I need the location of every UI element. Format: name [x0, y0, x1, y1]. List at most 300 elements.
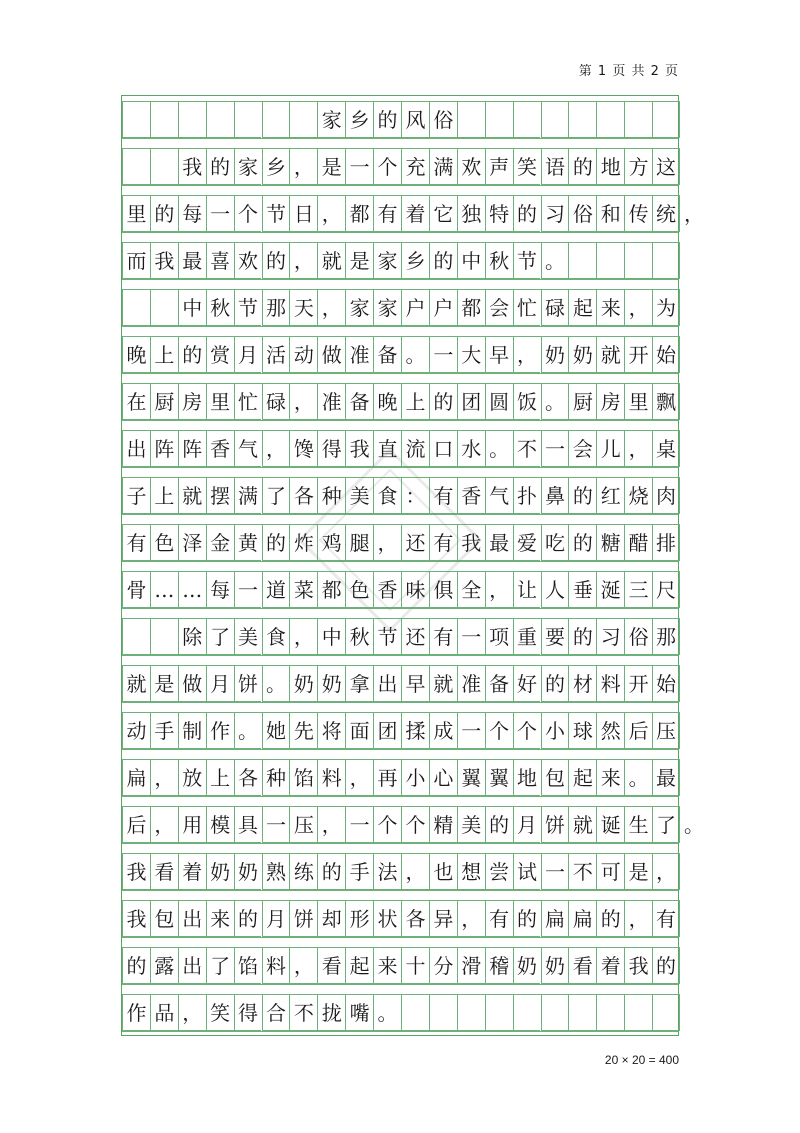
grid-cell: 都 — [317, 571, 345, 608]
grid-cell: ， — [485, 571, 513, 608]
grid-cell: 就 — [596, 336, 624, 373]
grid-cell: 食 — [373, 477, 401, 514]
grid-cell: 滑 — [457, 947, 485, 984]
grid-cell: ， — [373, 524, 401, 561]
grid-cell: 月 — [513, 806, 541, 843]
grid-cell: 诞 — [596, 806, 624, 843]
grid-cell: 会 — [485, 289, 513, 326]
grid-cell — [513, 101, 541, 138]
grid-cell: 了 — [206, 618, 234, 655]
grid-cell — [289, 101, 317, 138]
grid-cell: 馅 — [234, 947, 262, 984]
grid-cell: 流 — [401, 430, 429, 467]
overflow-punctuation — [680, 242, 708, 279]
overflow-punctuation: 。 — [683, 812, 704, 837]
grid-cell: 黄 — [234, 524, 262, 561]
grid-cell: 不 — [568, 853, 596, 890]
grid-cell — [652, 242, 680, 279]
grid-cell: 的 — [373, 101, 401, 138]
grid-cell: 稽 — [485, 947, 513, 984]
grid-cell — [457, 994, 485, 1031]
grid-cell: 赏 — [206, 336, 234, 373]
grid-cell — [429, 994, 457, 1031]
grid-cell: 异 — [429, 900, 457, 937]
grid-cell: 有 — [429, 477, 457, 514]
grid-cell: 个 — [373, 806, 401, 843]
grid-cell — [485, 994, 513, 1031]
grid-cell: 最 — [485, 524, 513, 561]
grid-cell: 各 — [289, 477, 317, 514]
grid-cell: 嘴 — [345, 994, 373, 1031]
page-indicator: 第 1 页 共 2 页 — [578, 64, 679, 79]
grid-cell: ， — [624, 430, 652, 467]
grid-cell: ， — [345, 759, 373, 796]
grid-cell: 奶 — [234, 853, 262, 890]
grid-cell: 美 — [234, 618, 262, 655]
grid-cell: 重 — [513, 618, 541, 655]
grid-cell: 地 — [596, 148, 624, 185]
grid-cell: 三 — [624, 571, 652, 608]
grid-cell: 儿 — [596, 430, 624, 467]
grid-cell: 揉 — [401, 712, 429, 749]
grid-cell: 摆 — [206, 477, 234, 514]
grid-cell: 欢 — [457, 148, 485, 185]
grid-cell: 而 — [122, 242, 150, 279]
grid-cell — [541, 101, 569, 138]
grid-cell: 糖 — [596, 524, 624, 561]
grid-cell: 作 — [122, 994, 150, 1031]
grid-cell: 乡 — [262, 148, 290, 185]
grid-cell: 各 — [401, 900, 429, 937]
grid-cell: 得 — [317, 430, 345, 467]
grid-cell: 合 — [262, 994, 290, 1031]
grid-cell: ， — [289, 148, 317, 185]
grid-cell: 上 — [150, 336, 178, 373]
grid-cell: 有 — [429, 524, 457, 561]
overflow-punctuation: ， — [683, 201, 704, 226]
grid-cell: 来 — [373, 947, 401, 984]
grid-cell: 那 — [652, 618, 680, 655]
grid-cell: 起 — [568, 759, 596, 796]
text-row — [122, 143, 678, 190]
grid-cell: 一 — [457, 618, 485, 655]
grid-spec: 20 × 20 = 400 — [604, 1053, 679, 1067]
grid-cell: 香 — [373, 571, 401, 608]
text-row — [122, 942, 678, 989]
grid-cell: 鼻 — [541, 477, 569, 514]
grid-cell: 面 — [345, 712, 373, 749]
grid-cell — [513, 994, 541, 1031]
grid-cell: 的 — [568, 524, 596, 561]
grid-cell: 满 — [234, 477, 262, 514]
grid-cell: 月 — [206, 665, 234, 702]
grid-cell: 备 — [485, 665, 513, 702]
grid-cell: 的 — [262, 242, 290, 279]
grid-cell: 方 — [624, 148, 652, 185]
grid-cell: 上 — [150, 477, 178, 514]
grid-cell: 包 — [150, 900, 178, 937]
grid-cell: 的 — [429, 242, 457, 279]
grid-cell: 小 — [401, 759, 429, 796]
grid-cell: 一 — [262, 806, 290, 843]
grid-cell — [568, 101, 596, 138]
grid-cell: 要 — [541, 618, 569, 655]
grid-cell: 就 — [317, 242, 345, 279]
grid-cell: 家 — [345, 289, 373, 326]
watermark-icon — [290, 440, 490, 640]
grid-cell: 中 — [457, 242, 485, 279]
grid-cell: 。 — [234, 712, 262, 749]
grid-cell: 月 — [234, 336, 262, 373]
grid-cell: 奶 — [317, 665, 345, 702]
grid-cell: 是 — [150, 665, 178, 702]
grid-cell: 我 — [178, 148, 206, 185]
grid-cell: 天 — [289, 289, 317, 326]
grid-cell — [624, 101, 652, 138]
grid-cell: 看 — [568, 947, 596, 984]
grid-cell: 不 — [289, 994, 317, 1031]
grid-cell: 的 — [568, 148, 596, 185]
grid-cell: 人 — [541, 571, 569, 608]
grid-cell: 每 — [206, 571, 234, 608]
grid-cell: 的 — [234, 900, 262, 937]
grid-cell: 充 — [401, 148, 429, 185]
grid-cell: 。 — [262, 665, 290, 702]
grid-cell: 翼 — [457, 759, 485, 796]
grid-cell: 再 — [373, 759, 401, 796]
grid-cell: 都 — [345, 195, 373, 232]
grid-cell: … — [178, 571, 206, 608]
grid-cell: ， — [317, 806, 345, 843]
grid-cell: 忙 — [513, 289, 541, 326]
grid-cell: 骨 — [122, 571, 150, 608]
grid-cell: 日 — [289, 195, 317, 232]
grid-cell: 节 — [234, 289, 262, 326]
grid-cell: 早 — [401, 665, 429, 702]
grid-cell — [401, 994, 429, 1031]
grid-cell: 圆 — [485, 383, 513, 420]
grid-cell: 户 — [429, 289, 457, 326]
text-row — [122, 989, 678, 1036]
grid-cell: 法 — [373, 853, 401, 890]
grid-cell: 奶 — [513, 947, 541, 984]
grid-cell — [541, 994, 569, 1031]
grid-cell: 奶 — [568, 336, 596, 373]
grid-cell: 最 — [178, 242, 206, 279]
text-row — [122, 660, 678, 707]
grid-cell: 开 — [624, 336, 652, 373]
grid-cell: 在 — [122, 383, 150, 420]
grid-cell — [122, 289, 150, 326]
grid-cell: 它 — [429, 195, 457, 232]
grid-cell — [624, 242, 652, 279]
grid-cell: 食 — [262, 618, 290, 655]
grid-cell: 然 — [596, 712, 624, 749]
grid-cell: 有 — [122, 524, 150, 561]
grid-cell: 翼 — [485, 759, 513, 796]
grid-cell: 放 — [178, 759, 206, 796]
grid-cell: 出 — [373, 665, 401, 702]
grid-cell: 不 — [513, 430, 541, 467]
grid-cell: 始 — [652, 665, 680, 702]
grid-cell: 熟 — [262, 853, 290, 890]
grid-cell: 有 — [652, 900, 680, 937]
grid-cell: 各 — [234, 759, 262, 796]
text-row — [122, 378, 678, 425]
grid-cell: 俗 — [568, 195, 596, 232]
grid-cell: 的 — [262, 524, 290, 561]
grid-cell: 做 — [178, 665, 206, 702]
grid-cell: 的 — [568, 618, 596, 655]
grid-cell: 阵 — [150, 430, 178, 467]
grid-cell: 料 — [317, 759, 345, 796]
grid-cell: ， — [652, 853, 680, 890]
grid-cell: 种 — [262, 759, 290, 796]
grid-cell: 手 — [345, 853, 373, 890]
grid-cell: 了 — [262, 477, 290, 514]
grid-cell — [206, 101, 234, 138]
grid-cell: 准 — [457, 665, 485, 702]
grid-cell: 厨 — [568, 383, 596, 420]
grid-cell: 里 — [122, 195, 150, 232]
grid-cell: 道 — [262, 571, 290, 608]
text-row — [122, 190, 704, 237]
grid-cell: 一 — [541, 853, 569, 890]
grid-cell: 得 — [234, 994, 262, 1031]
grid-cell: 起 — [345, 947, 373, 984]
grid-cell: 看 — [317, 947, 345, 984]
grid-cell — [652, 101, 680, 138]
grid-cell: 成 — [429, 712, 457, 749]
grid-cell: 风 — [401, 101, 429, 138]
grid-cell: 饼 — [289, 900, 317, 937]
grid-cell: 却 — [317, 900, 345, 937]
grid-cell: 是 — [345, 242, 373, 279]
grid-cell: 的 — [541, 665, 569, 702]
grid-cell: 最 — [652, 759, 680, 796]
grid-cell: 的 — [568, 477, 596, 514]
grid-cell: 小 — [541, 712, 569, 749]
grid-cell — [596, 994, 624, 1031]
grid-cell: 厨 — [150, 383, 178, 420]
grid-cell: ， — [262, 430, 290, 467]
grid-cell — [150, 618, 178, 655]
grid-cell: 美 — [345, 477, 373, 514]
grid-cell — [150, 101, 178, 138]
grid-cell: 秋 — [206, 289, 234, 326]
grid-cell: 地 — [513, 759, 541, 796]
grid-cell: 传 — [624, 195, 652, 232]
grid-cell: ， — [317, 195, 345, 232]
grid-cell: ， — [624, 900, 652, 937]
grid-cell: ， — [624, 289, 652, 326]
grid-cell: 的 — [429, 383, 457, 420]
grid-cell: 看 — [150, 853, 178, 890]
grid-cell: ， — [401, 853, 429, 890]
grid-cell: 里 — [206, 383, 234, 420]
grid-cell: 色 — [150, 524, 178, 561]
grid-cell: 我 — [122, 900, 150, 937]
grid-cell: 扁 — [541, 900, 569, 937]
grid-cell: 手 — [150, 712, 178, 749]
grid-cell: 个 — [485, 712, 513, 749]
grid-cell: 中 — [317, 618, 345, 655]
grid-cell: ， — [289, 383, 317, 420]
grid-cell: 活 — [262, 336, 290, 373]
grid-cell: 露 — [150, 947, 178, 984]
grid-cell: 的 — [317, 853, 345, 890]
grid-cell: 阵 — [178, 430, 206, 467]
grid-cell: 满 — [429, 148, 457, 185]
grid-cell: 拿 — [345, 665, 373, 702]
grid-cell: 后 — [122, 806, 150, 843]
grid-cell: 晚 — [373, 383, 401, 420]
grid-cell: 尺 — [652, 571, 680, 608]
grid-cell: 奶 — [541, 336, 569, 373]
grid-cell: 肉 — [652, 477, 680, 514]
grid-cell: 饼 — [234, 665, 262, 702]
grid-cell: 独 — [457, 195, 485, 232]
grid-cell: 烧 — [624, 477, 652, 514]
grid-cell: ， — [178, 994, 206, 1031]
text-row — [122, 895, 678, 942]
grid-cell: 起 — [568, 289, 596, 326]
grid-cell: 的 — [206, 148, 234, 185]
grid-cell — [122, 101, 150, 138]
grid-cell — [568, 242, 596, 279]
grid-cell: 欢 — [234, 242, 262, 279]
grid-cell: 一 — [345, 148, 373, 185]
grid-cell: 有 — [485, 900, 513, 937]
grid-cell: 会 — [568, 430, 596, 467]
grid-cell: 包 — [541, 759, 569, 796]
grid-cell: 菜 — [289, 571, 317, 608]
grid-cell: 的 — [150, 195, 178, 232]
grid-cell: 红 — [596, 477, 624, 514]
grid-cell: 球 — [568, 712, 596, 749]
grid-cell: 心 — [429, 759, 457, 796]
grid-cell: 有 — [373, 195, 401, 232]
grid-cell: ， — [150, 759, 178, 796]
grid-cell: 个 — [401, 806, 429, 843]
grid-cell — [596, 101, 624, 138]
grid-cell — [652, 994, 680, 1031]
grid-cell: 饭 — [513, 383, 541, 420]
grid-cell: 动 — [289, 336, 317, 373]
grid-cell: 特 — [485, 195, 513, 232]
grid-cell: 备 — [345, 383, 373, 420]
grid-cell: 为 — [652, 289, 680, 326]
grid-cell: 可 — [596, 853, 624, 890]
grid-cell: 的 — [513, 900, 541, 937]
grid-cell: 碌 — [541, 289, 569, 326]
grid-cell: 是 — [317, 148, 345, 185]
grid-cell: 味 — [401, 571, 429, 608]
grid-cell: 就 — [178, 477, 206, 514]
grid-cell: 户 — [401, 289, 429, 326]
grid-cell: 出 — [178, 947, 206, 984]
grid-cell: 。 — [624, 759, 652, 796]
grid-cell: 月 — [262, 900, 290, 937]
grid-cell: 一 — [206, 195, 234, 232]
grid-cell: 了 — [206, 947, 234, 984]
grid-cell: 动 — [122, 712, 150, 749]
grid-cell: 状 — [373, 900, 401, 937]
grid-cell: 制 — [178, 712, 206, 749]
grid-cell: ， — [289, 947, 317, 984]
grid-cell: 每 — [178, 195, 206, 232]
grid-cell: 垂 — [568, 571, 596, 608]
grid-cell: 水 — [457, 430, 485, 467]
grid-cell: 来 — [596, 759, 624, 796]
grid-cell: 有 — [429, 618, 457, 655]
grid-cell: 俗 — [624, 618, 652, 655]
grid-cell — [596, 242, 624, 279]
grid-cell: 气 — [485, 477, 513, 514]
grid-cell: 家 — [373, 289, 401, 326]
grid-cell: 分 — [429, 947, 457, 984]
grid-cell: 个 — [234, 195, 262, 232]
grid-cell — [568, 994, 596, 1031]
grid-cell: 。 — [541, 242, 569, 279]
grid-cell: 忙 — [234, 383, 262, 420]
grid-cell: 气 — [234, 430, 262, 467]
grid-cell: 节 — [373, 618, 401, 655]
grid-cell: 习 — [541, 195, 569, 232]
grid-cell: 就 — [429, 665, 457, 702]
grid-cell: 泽 — [178, 524, 206, 561]
grid-cell: 全 — [457, 571, 485, 608]
grid-cell: 后 — [624, 712, 652, 749]
grid-cell: 子 — [122, 477, 150, 514]
grid-cell: 团 — [373, 712, 401, 749]
grid-cell: 形 — [345, 900, 373, 937]
grid-cell: 房 — [178, 383, 206, 420]
grid-cell: 十 — [401, 947, 429, 984]
grid-cell: 的 — [596, 900, 624, 937]
grid-cell: 节 — [262, 195, 290, 232]
grid-cell: 种 — [317, 477, 345, 514]
grid-cell: 家 — [234, 148, 262, 185]
grid-cell: 了 — [652, 806, 680, 843]
grid-cell: 晚 — [122, 336, 150, 373]
grid-cell: 我 — [150, 242, 178, 279]
grid-cell — [457, 101, 485, 138]
grid-cell: 声 — [485, 148, 513, 185]
grid-cell — [122, 148, 150, 185]
grid-cell: 这 — [652, 148, 680, 185]
grid-cell: 奶 — [206, 853, 234, 890]
grid-cell: 金 — [206, 524, 234, 561]
grid-cell: 家 — [317, 101, 345, 138]
grid-cell: 早 — [485, 336, 513, 373]
grid-cell: 具 — [234, 806, 262, 843]
text-row — [122, 331, 678, 378]
grid-cell: 材 — [568, 665, 596, 702]
grid-cell: 房 — [596, 383, 624, 420]
grid-cell: 除 — [178, 618, 206, 655]
grid-cell: ， — [457, 900, 485, 937]
grid-cell: 喜 — [206, 242, 234, 279]
grid-cell: 开 — [624, 665, 652, 702]
text-row — [122, 754, 678, 801]
grid-cell: 将 — [317, 712, 345, 749]
grid-cell: 一 — [457, 712, 485, 749]
grid-cell: 出 — [178, 900, 206, 937]
title-row — [122, 96, 678, 143]
grid-cell: 家 — [373, 242, 401, 279]
grid-cell: 的 — [513, 195, 541, 232]
